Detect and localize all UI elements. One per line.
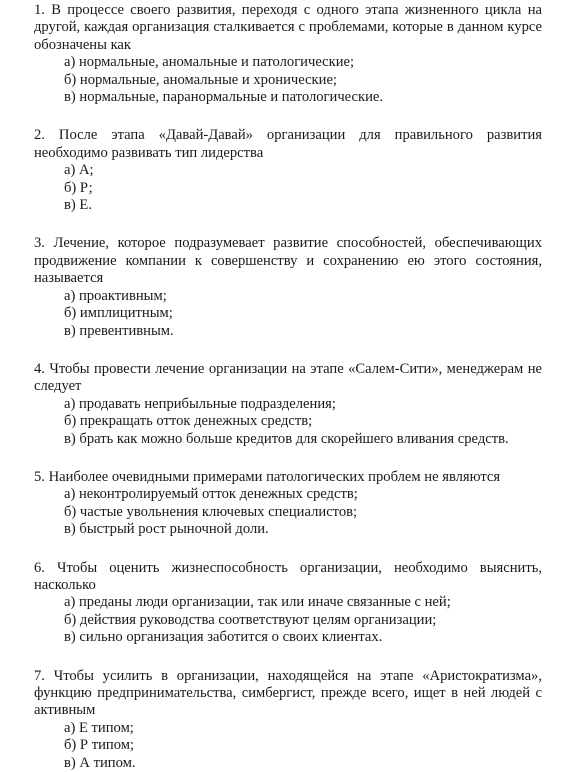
answer-option: в) быстрый рост рыночной доли.: [64, 521, 269, 538]
answer-options: [34, 720, 542, 772]
question-7: [34, 668, 542, 772]
answer-option: в) А типом.: [64, 754, 136, 771]
question-text: 1. В процессе своего развития, переходя с одного этапа жизненного цикла на другой, каждая организация сталкивается с проблемами, которые в данном курсе обозначены как: [34, 2, 542, 53]
question-text: 5. Наиболее очевидными примерами патологических проблем не являются: [34, 468, 501, 485]
question-4: [34, 361, 542, 448]
answer-option: а) проактивным;: [64, 287, 167, 304]
answer-option: б) Р типом;: [64, 737, 135, 754]
question-text: 4. Чтобы провести лечение организации на этапе «Салем-Сити», менеджерам не следует: [34, 360, 542, 395]
question-text: 6. Чтобы оценить жизнеспособность организации, необходимо выяснить, насколько: [34, 559, 542, 593]
answer-option: в) сильно организация заботится о своих клиентах.: [64, 629, 383, 646]
answer-options: [34, 162, 542, 214]
answer-option: б) Р;: [64, 179, 93, 196]
question-1: [34, 2, 542, 106]
answer-options: [34, 54, 542, 106]
answer-option: в) брать как можно больше кредитов для скорейшего вливания средств.: [64, 430, 509, 447]
answer-option: б) действия руководства соответствуют целям организации;: [64, 611, 437, 628]
answer-options: [34, 486, 542, 538]
answer-option: а) А;: [64, 162, 94, 179]
answer-options: [34, 396, 542, 448]
question-3: [34, 235, 542, 339]
question-text: 2. После этапа «Давай-Давай» организации для правильного развития необходимо развивать тип лидерства: [34, 127, 542, 161]
answer-option: а) нормальные, аномальные и патологические;: [64, 54, 355, 71]
question-text: 7. Чтобы усилить в организации, находящейся на этапе «Аристократизма», функцию предпринимательства, симбергист, прежде всего, ищет в ней людей с активным: [34, 667, 542, 719]
question-text: 3. Лечение, которое подразумевает развитие способностей, обеспечивающих продвижение компании к совершенству и сохранению ею этого состояния, называется: [34, 235, 542, 287]
question-6: [34, 560, 542, 647]
answer-option: а) Е типом;: [64, 719, 134, 736]
answer-option: б) нормальные, аномальные и хронические;: [64, 71, 337, 88]
question-5: [34, 469, 542, 539]
answer-options: [34, 594, 542, 646]
answer-option: б) прекращать отток денежных средств;: [64, 413, 313, 430]
question-2: [34, 127, 542, 214]
answer-option: б) частые увольнения ключевых специалистов;: [64, 503, 358, 520]
answer-option: в) Е.: [64, 197, 92, 214]
answer-option: а) неконтролируемый отток денежных средств;: [64, 486, 358, 503]
answer-option: а) продавать неприбыльные подразделения;: [64, 395, 336, 412]
answer-option: а) преданы люди организации, так или иначе связанные с ней;: [64, 594, 451, 611]
answer-options: [34, 288, 542, 340]
answer-option: б) имплицитным;: [64, 305, 173, 322]
answer-option: в) превентивным.: [64, 322, 174, 339]
answer-option: в) нормальные, паранормальные и патологические.: [64, 89, 384, 106]
